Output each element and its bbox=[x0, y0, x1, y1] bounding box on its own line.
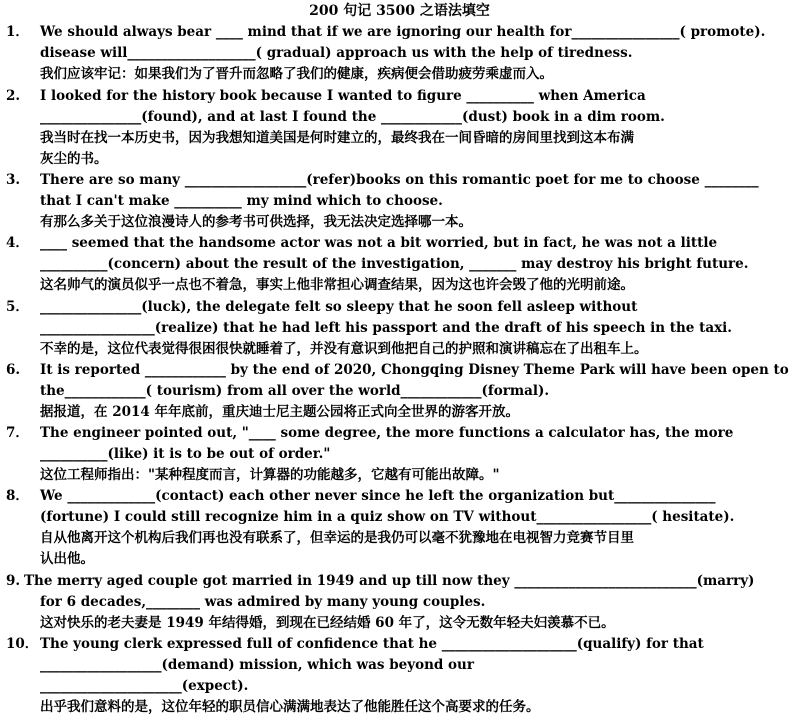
question-text-line: ____ seemed that the handsome actor was not a bit worried, but in fact, he was not a little bbox=[40, 235, 718, 251]
question-text-line: The merry aged couple got married in 1949 and up till now they ___________________________(marry) bbox=[24, 573, 755, 589]
question-4 bbox=[6, 233, 790, 296]
question-text-line: (fortune) I could still recognize him in a quiz show on TV without_________________( hesitate). bbox=[40, 509, 735, 525]
translation-line: 据报道，在 2014 年年底前，重庆迪士尼主题公园将正式向全世界的游客开放。 bbox=[40, 404, 519, 420]
translation-line: 不幸的是，这位代表觉得很困很快就睡着了，并没有意识到他把自己的护照和演讲稿忘在了出租车上。 bbox=[40, 341, 648, 357]
translation-line: 灰尘的书。 bbox=[40, 151, 108, 167]
page-title: 200 句记 3500 之语法填空 bbox=[309, 3, 490, 19]
question-3 bbox=[6, 170, 790, 233]
question-text-line: The young clerk expressed full of confidence that he ____________________(qualify) for that bbox=[40, 636, 704, 652]
question-text-line: the____________( tourism) from all over the world____________(formal). bbox=[40, 383, 550, 399]
question-text-line: The engineer pointed out, "____ some degree, the more functions a calculator has, the more bbox=[40, 425, 734, 441]
question-text-line: _________________(realize) that he had left his passport and the draft of his speech in the taxi. bbox=[40, 320, 732, 336]
question-text-line: __________(concern) about the result of the investigation, _______ may destroy his bright future. bbox=[40, 256, 749, 272]
question-text-line: for 6 decades,________ was admired by many young couples. bbox=[40, 594, 486, 610]
question-6 bbox=[6, 360, 790, 423]
question-number: 7． bbox=[6, 425, 29, 441]
translation-line: 这对快乐的老夫妻是 1949 年结得婚，到现在已经结婚 60 年了，这令无数年轻夫妇羡慕不已。 bbox=[40, 615, 615, 631]
question-number: 1． bbox=[6, 24, 29, 40]
question-8 bbox=[6, 486, 790, 570]
question-text-line: We _____________(contact) each other never since he left the organization but_______________ bbox=[40, 488, 716, 504]
question-number: 10． bbox=[6, 636, 39, 652]
question-text-line: We should always bear ____ mind that if we are ignoring our health for________________( promote). bbox=[40, 24, 766, 40]
question-text-line: It is reported ____________ by the end of 2020, Chongqing Disney Theme Park will have been open to bbox=[40, 362, 789, 378]
question-1 bbox=[6, 22, 790, 85]
translation-line: 认出他。 bbox=[40, 551, 94, 567]
question-text-line: _______________(luck), the delegate felt so sleepy that he soon fell asleep without bbox=[40, 299, 638, 315]
question-5 bbox=[6, 297, 790, 360]
translation-line: 我们应该牢记：如果我们为了晋升而忽略了我们的健康，疾病便会借助疲劳乘虚而入。 bbox=[40, 66, 553, 82]
question-number: 3. bbox=[6, 172, 21, 188]
translation-line: 出乎我们意料的是，这位年轻的职员信心满满地表达了他能胜任这个高要求的任务。 bbox=[40, 699, 540, 715]
translation-line: 我当时在找一本历史书，因为我想知道美国是何时建立的，最终我在一间昏暗的房间里找到这本布满 bbox=[40, 130, 634, 146]
question-number: 5． bbox=[6, 299, 29, 315]
question-10 bbox=[6, 634, 790, 718]
question-text-line: disease will___________________( gradual) approach us with the help of tiredness. bbox=[40, 45, 633, 61]
translation-line: 有那么多关于这位浪漫诗人的参考书可供选择，我无法决定选择哪一本。 bbox=[40, 214, 472, 230]
question-text-line: _____________________(expect). bbox=[40, 678, 249, 694]
question-number: 6. bbox=[6, 362, 21, 378]
translation-line: 自从他离开这个机构后我们再也没有联系了，但幸运的是我仍可以毫不犹豫地在电视智力竞赛节目里 bbox=[40, 530, 634, 546]
question-number: 8． bbox=[6, 488, 29, 504]
question-number: 2. bbox=[6, 88, 21, 104]
question-text-line: __________(like) it is to be out of order." bbox=[40, 446, 331, 462]
question-text-line: that I can't make __________ my mind which to choose. bbox=[40, 193, 443, 209]
question-text-line: __________________(demand) mission, which was beyond our bbox=[40, 657, 474, 673]
question-9 bbox=[6, 571, 790, 634]
question-2 bbox=[6, 86, 790, 170]
question-number: 4． bbox=[6, 235, 29, 251]
translation-line: 这名帅气的演员似乎一点也不着急，事实上他非常担心调查结果，因为这也许会毁了他的光明前途。 bbox=[40, 277, 634, 293]
question-7 bbox=[6, 423, 790, 486]
question-text-line: There are so many __________________(refer)books on this romantic poet for me to choose ________ bbox=[40, 172, 759, 188]
question-number: 9. bbox=[6, 573, 21, 589]
question-text-line: _______________(found), and at last I found the ____________(dust) book in a dim room. bbox=[40, 109, 665, 125]
question-text-line: I looked for the history book because I wanted to figure __________ when America bbox=[40, 88, 646, 104]
translation-line: 这位工程师指出："某种程度而言，计算器的功能越多，它越有可能出故障。" bbox=[40, 467, 500, 483]
